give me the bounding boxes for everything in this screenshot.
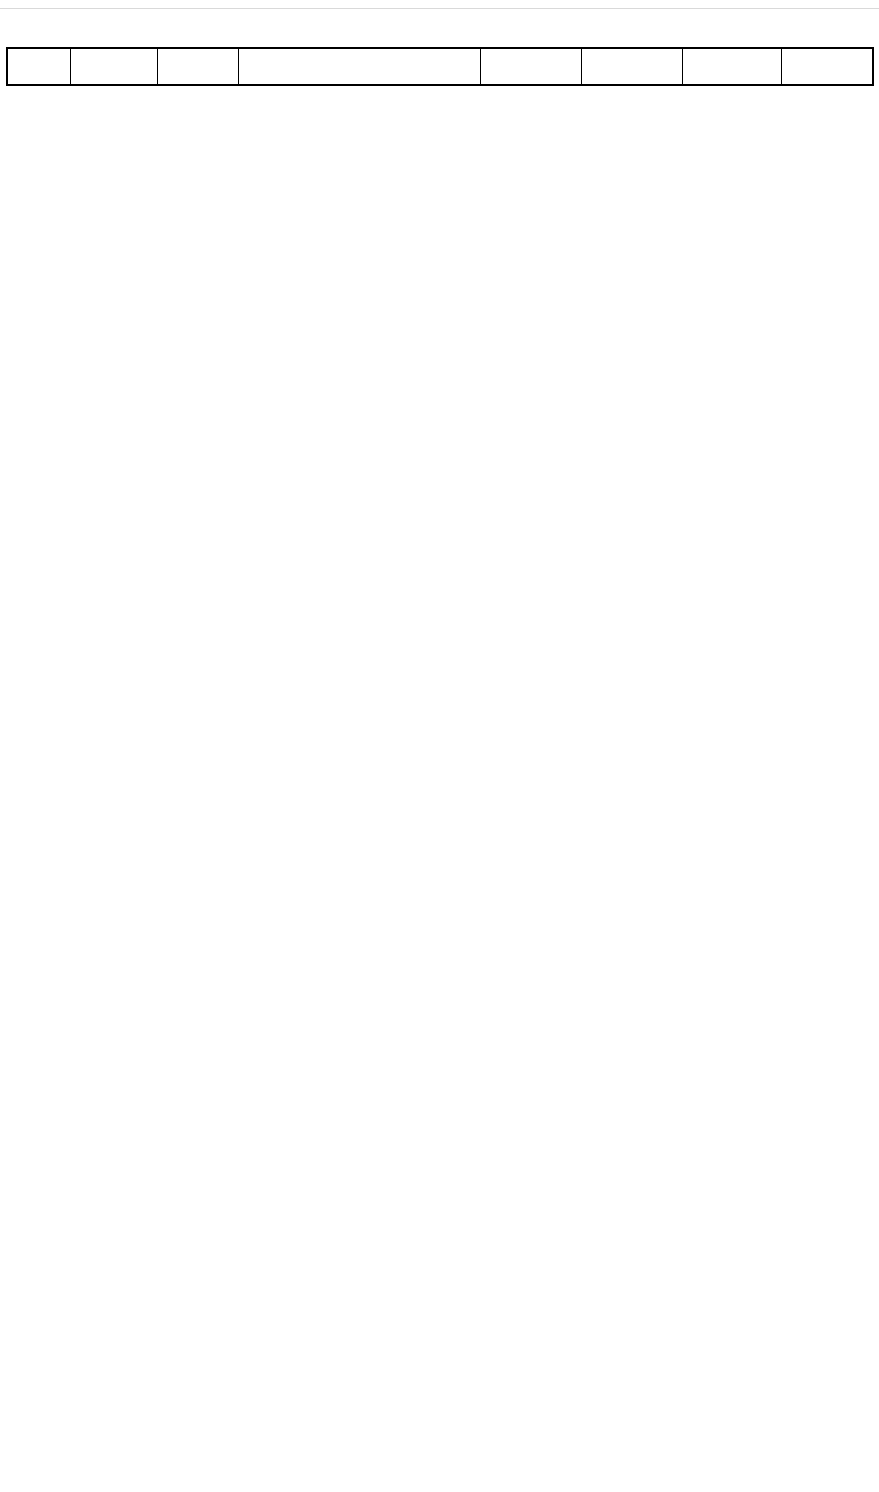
header-lastweek-price xyxy=(581,48,682,85)
header-row xyxy=(7,48,873,85)
report-title xyxy=(0,9,879,47)
bottom-gridline-strip xyxy=(0,1424,879,1492)
price-table xyxy=(6,47,874,86)
header-name xyxy=(70,48,157,85)
top-gridline-strip xyxy=(0,0,879,9)
header-change xyxy=(781,48,873,85)
table-header xyxy=(7,48,873,85)
header-spec xyxy=(238,48,480,85)
header-feb-price xyxy=(480,48,581,85)
header-category xyxy=(7,48,70,85)
header-unit xyxy=(157,48,238,85)
header-latest-price xyxy=(682,48,781,85)
